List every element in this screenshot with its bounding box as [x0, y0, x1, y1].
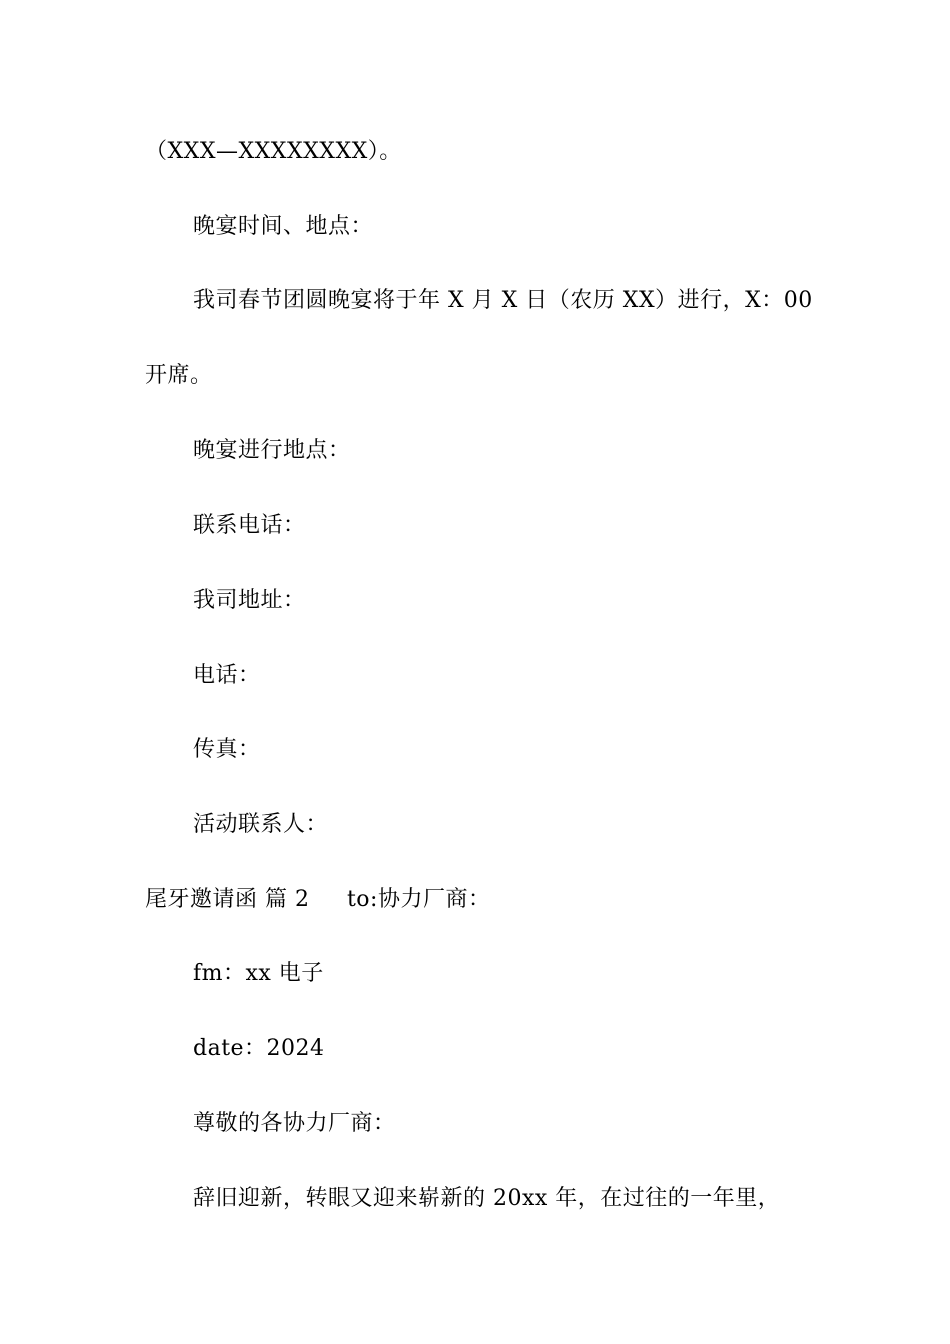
date-line: date：2024	[193, 1036, 325, 1061]
phone-number-line: （XXX—XXXXXXXX）。	[145, 139, 402, 164]
invitation-section-heading: 尾牙邀请函 篇 2 to:协力厂商：	[145, 887, 491, 912]
banquet-time-place-heading: 晚宴时间、地点：	[193, 214, 374, 239]
salutation-line: 尊敬的各协力厂商：	[193, 1111, 396, 1136]
company-address-label: 我司地址：	[193, 588, 306, 613]
event-contact-label: 活动联系人：	[193, 812, 329, 837]
banquet-date-paragraph-continued: 开席。	[145, 363, 213, 388]
contact-phone-label: 联系电话：	[193, 513, 306, 538]
sender-line: fm：xx 电子	[193, 961, 324, 986]
fax-label: 传真：	[193, 737, 261, 762]
telephone-label: 电话：	[193, 663, 261, 688]
body-paragraph-start: 辞旧迎新，转眼又迎来崭新的 20xx 年，在过往的一年里，	[193, 1186, 781, 1211]
banquet-date-paragraph: 我司春节团圆晚宴将于年 X 月 X 日（农历 XX）进行，X：00	[193, 288, 813, 313]
banquet-venue-label: 晚宴进行地点：	[193, 438, 351, 463]
